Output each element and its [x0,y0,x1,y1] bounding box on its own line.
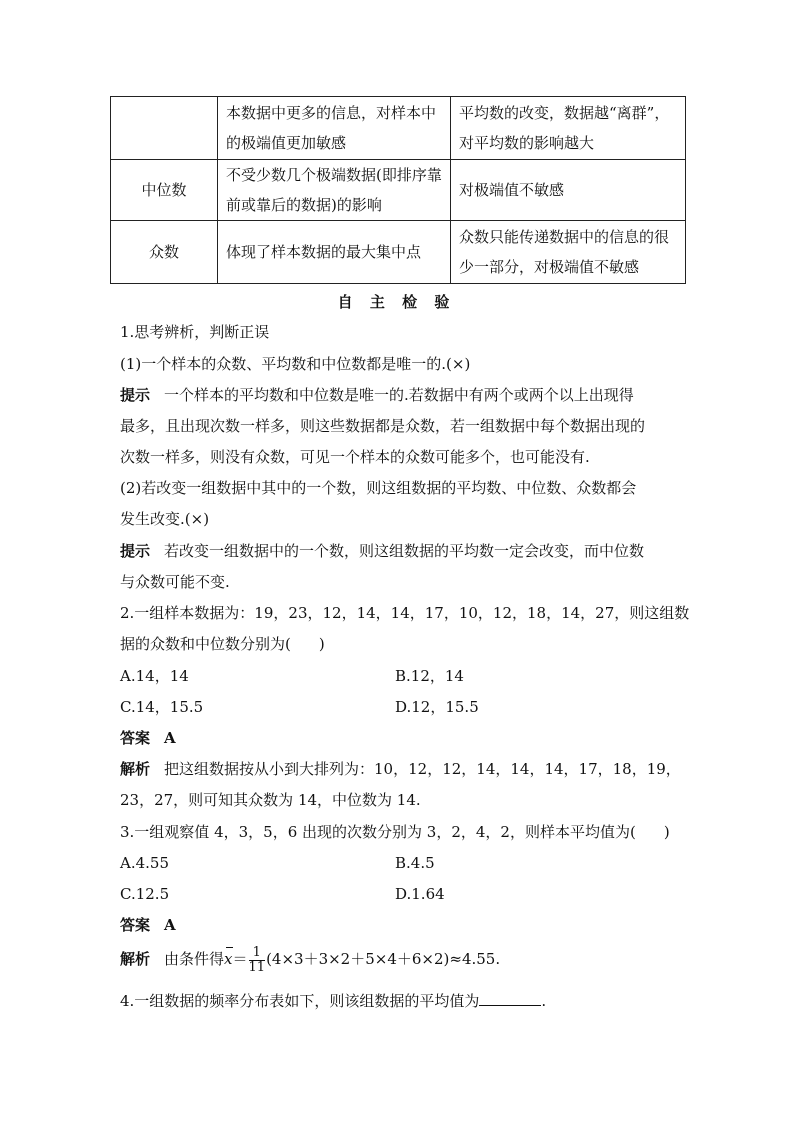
comparison-table [110,96,686,284]
fraction-numerator: 1 [249,946,266,961]
analysis-text: 由条件得 [164,950,225,968]
q2-option-c: C.14，15.5 [120,698,204,716]
paren-close: ) [318,635,325,653]
q4-stem [120,991,546,1011]
hint-label: 提示 [120,386,151,404]
q2-option-d: D.12，15.5 [395,698,479,716]
q4-stem-text: 4.一组数据的频率分布表如下，则该组数据的平均值为 [120,992,480,1010]
fraction [249,946,266,975]
analysis-label: 解析 [120,760,151,778]
q3-stem-text: 3.一组观察值 4，3，5，6 出现的次数分别为 3，2，4，2，则样本平均值为( [120,823,636,841]
analysis-label: 解析 [120,950,151,968]
table-cell: 众数 [111,221,218,284]
q1-hint-2 [120,541,644,561]
table-cell: 平均数的改变，数据越“离群”，对平均数的影响越大 [451,97,686,160]
analysis-text: 把这组数据按从小到大排列为：10，12，12，14，14，14，17，18，19， [164,760,681,778]
analysis-formula: (4×3＋3×2＋5×4＋6×2)≈4.55. [266,950,501,968]
table-cell: 本数据中更多的信息，对样本中的极端值更加敏感 [218,97,451,160]
hint-label: 提示 [120,542,151,560]
period: . [541,992,547,1010]
table-row [111,97,686,160]
hint-text: 若改变一组数据中的一个数，则这组数据的平均数一定会改变，而中位数 [164,542,645,560]
table-cell [111,97,218,160]
table-row [111,160,686,221]
q3-answer [120,915,176,935]
q3-stem [120,822,670,842]
answer-value: A [164,729,176,747]
table-cell: 众数只能传递数据中的信息的很少一部分，对极端值不敏感 [451,221,686,284]
q2-stem-text: 据的众数和中位数分别为( [120,635,291,653]
q1-hint-1-line-3: 次数一样多，则没有众数，可见一个样本的众数可能多个，也可能没有. [120,448,590,466]
hint-text: 一个样本的平均数和中位数是唯一的.若数据中有两个或两个以上出现得 [164,386,634,404]
equals-sign: ＝ [232,950,248,968]
answer-label: 答案 [120,729,151,747]
q2-answer [120,728,176,748]
q2-stem: 2.一组样本数据为：19，23，12，14，14，17，10，12，18，14，27，则这组数 [120,604,690,622]
q2-option-b: B.12，14 [395,667,464,685]
q3-analysis [120,944,500,975]
answer-label: 答案 [120,916,151,934]
table-cell: 中位数 [111,160,218,221]
q1-hint-2-line-2: 与众数可能不变. [120,573,230,591]
q1-hint-1 [120,385,634,405]
table-cell: 对极端值不敏感 [451,160,686,221]
q1-title: 1.思考辨析，判断正误 [120,323,270,341]
q2-stem-line-2 [120,634,325,654]
q3-option-c: C.12.5 [120,885,170,903]
q2-analysis-line-2: 23，27，则可知其众数为 14，中位数为 14. [120,791,421,809]
q2-analysis [120,759,681,779]
table-cell: 不受少数几个极端数据(即排序靠前或靠后的数据)的影响 [218,160,451,221]
fraction-denominator: 11 [248,959,266,975]
x-bar-symbol: x [224,950,233,968]
q1-statement-1: (1)一个样本的众数、平均数和中位数都是唯一的.(×) [120,355,471,373]
section-title: 自 主 检 验 [337,293,456,311]
answer-blank[interactable] [479,991,541,1006]
q3-option-a: A.4.55 [120,854,169,872]
table-row [111,221,686,284]
q2-option-a: A.14，14 [120,667,189,685]
q1-statement-2: (2)若改变一组数据中其中的一个数，则这组数据的平均数、中位数、众数都会 [120,479,637,497]
table-cell: 体现了样本数据的最大集中点 [218,221,451,284]
q3-option-b: B.4.5 [395,854,435,872]
answer-value: A [164,916,176,934]
q1-statement-2-line-2: 发生改变.(×) [120,510,210,528]
q1-hint-1-line-2: 最多，且出现次数一样多，则这些数据都是众数，若一组数据中每个数据出现的 [120,417,646,435]
paren-close: ) [663,823,670,841]
q3-option-d: D.1.64 [395,885,445,903]
